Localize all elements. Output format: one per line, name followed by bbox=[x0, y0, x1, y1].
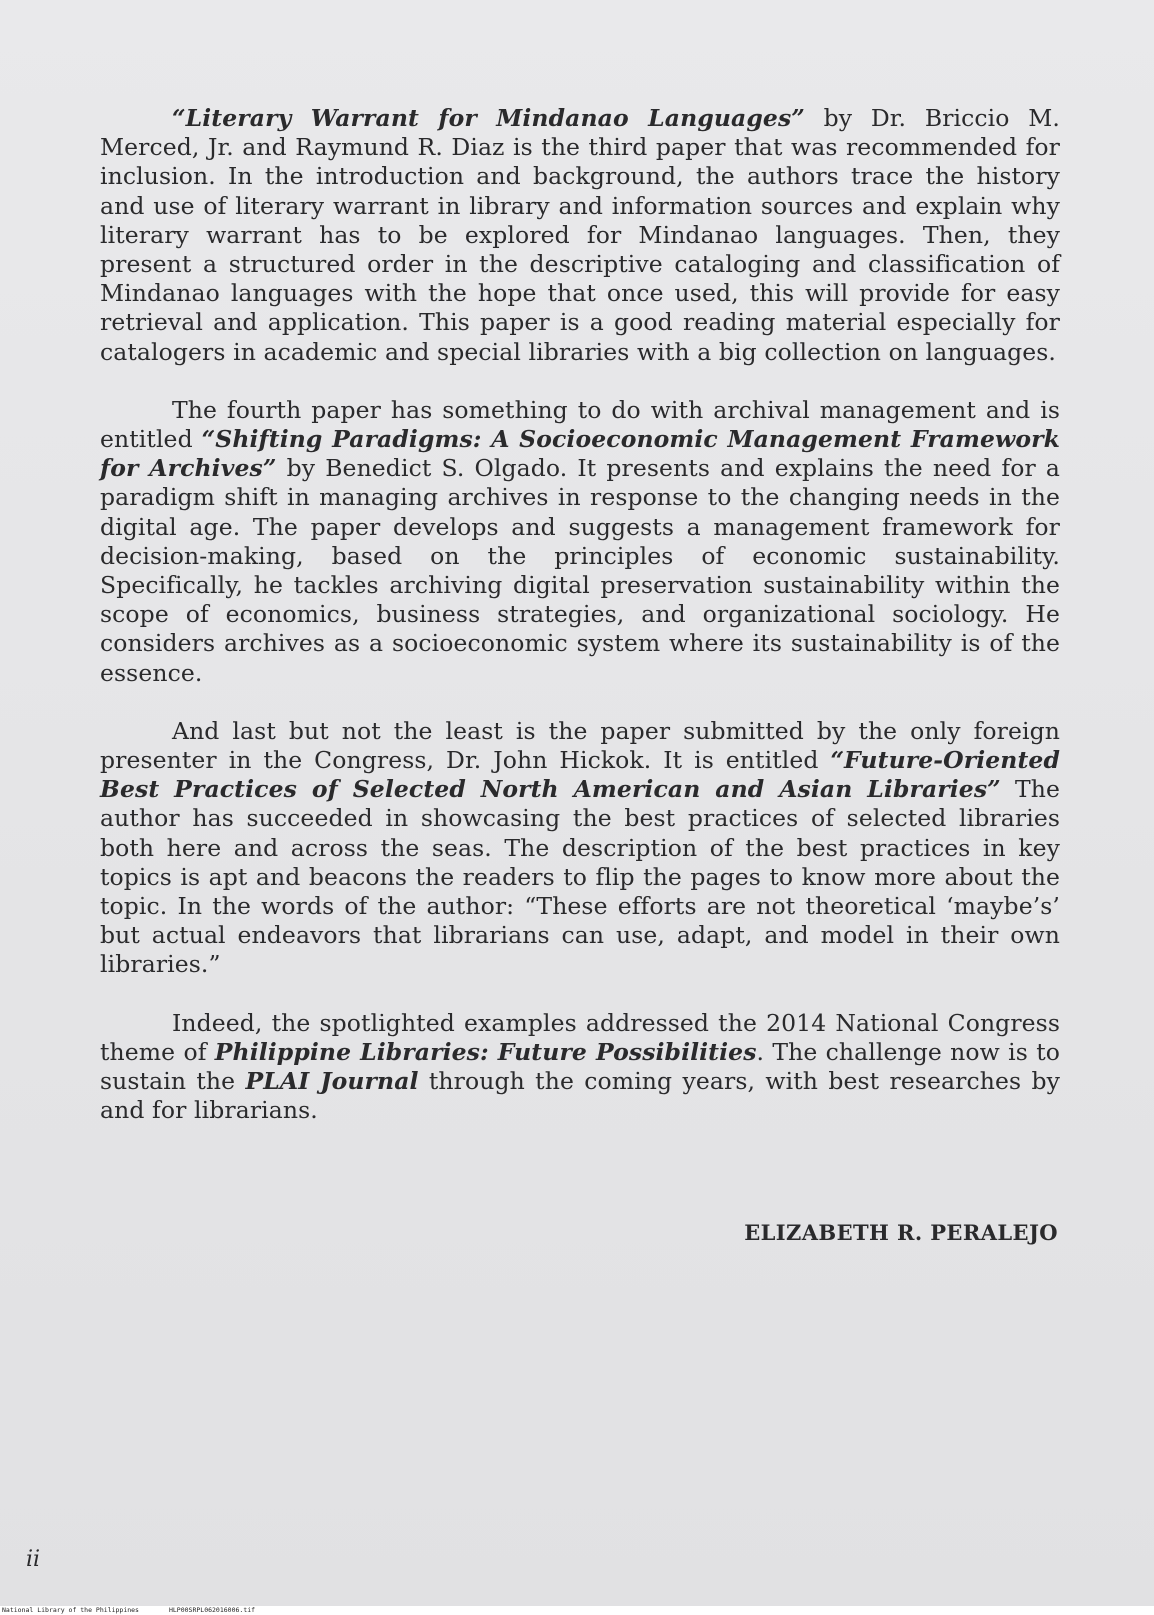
footer-file: HLP00SRPL062016006.tif bbox=[168, 1606, 256, 1614]
paragraph-text: And last but not the least is the paper submitted by the only foreign presenter in the Congress, Dr. John Hickok. It is entitled bbox=[100, 716, 1060, 775]
paragraph-text: The author has succeeded in showcasing the best practices of selected libraries both here and across the seas. The description of the best practices in key topics is apt and beacons the readers to flip the pages to know more about the topic. In the words of the author: “These efforts are not theoretical ‘maybe’s’ but actual endeavors that librarians can use, adapt, and model in their own libraries.” bbox=[100, 775, 1060, 979]
author-signature: ELIZABETH R. PERALEJO bbox=[744, 1220, 1058, 1245]
footer-source: National Library of the Philippines bbox=[2, 1606, 139, 1614]
paragraph-text: through the coming years, with best researches by and for librarians. bbox=[100, 1067, 1060, 1125]
paragraph-text: . The challenge now is to sustain the bbox=[100, 1037, 1060, 1096]
body-text bbox=[100, 104, 1060, 1155]
paragraph-shifting-paradigms bbox=[100, 396, 1060, 688]
paragraph-text: Indeed, the spotlighted examples addressed the 2014 National Congress theme of bbox=[100, 1008, 1060, 1066]
paragraph-conclusion bbox=[100, 1009, 1060, 1126]
scan-footer bbox=[0, 1606, 1154, 1615]
congress-theme: Philippine Libraries: Future Possibilities bbox=[214, 1037, 757, 1066]
paragraph-text: by Dr. Briccio M. Merced, Jr. and Raymund R. Diaz is the third paper that was recommended for inclusion. In the introduction and background, the authors trace the history and use of literary warrant in library and information sources and explain why literary warrant has to be explored for Mindanao languages. Then, they present a structured order in the descriptive cataloging and classification of Mindanao languages with the hope that once used, this will provide for easy retrieval and application. This paper is a good reading material especially for catalogers in academic and special libraries with a big collection on languages. bbox=[100, 104, 1060, 366]
paragraph-text: by Benedict S. Olgado. It presents and explains the need for a paradigm shift in managing archives in response to the changing needs in the digital age. The paper develops and suggests a management framework for decision-making, based on the principles of economic sustainability. Specifically, he tackles archiving digital preservation sustainability within the scope of economics, business strategies, and organizational sociology. He considers archives as a socioeconomic system where its sustainability is of the essence. bbox=[100, 454, 1060, 687]
page-number: ii bbox=[26, 1547, 41, 1572]
journal-name: PLAI Journal bbox=[245, 1067, 419, 1096]
paper-title-shifting-paradigms: “Shifting Paradigms: A Socioeconomic Management Framework for Archives” bbox=[100, 425, 1060, 483]
paragraph-future-oriented bbox=[100, 717, 1060, 980]
paper-title-future-oriented: “Future-Oriented Best Practices of Selected North American and Asian Libraries” bbox=[100, 746, 1060, 804]
paragraph-text: The fourth paper has something to do with archival management and is entitled bbox=[100, 395, 1060, 454]
paragraph-literary-warrant bbox=[100, 104, 1060, 367]
paper-title-literary-warrant: “Literary Warrant for Mindanao Languages” bbox=[172, 104, 805, 132]
